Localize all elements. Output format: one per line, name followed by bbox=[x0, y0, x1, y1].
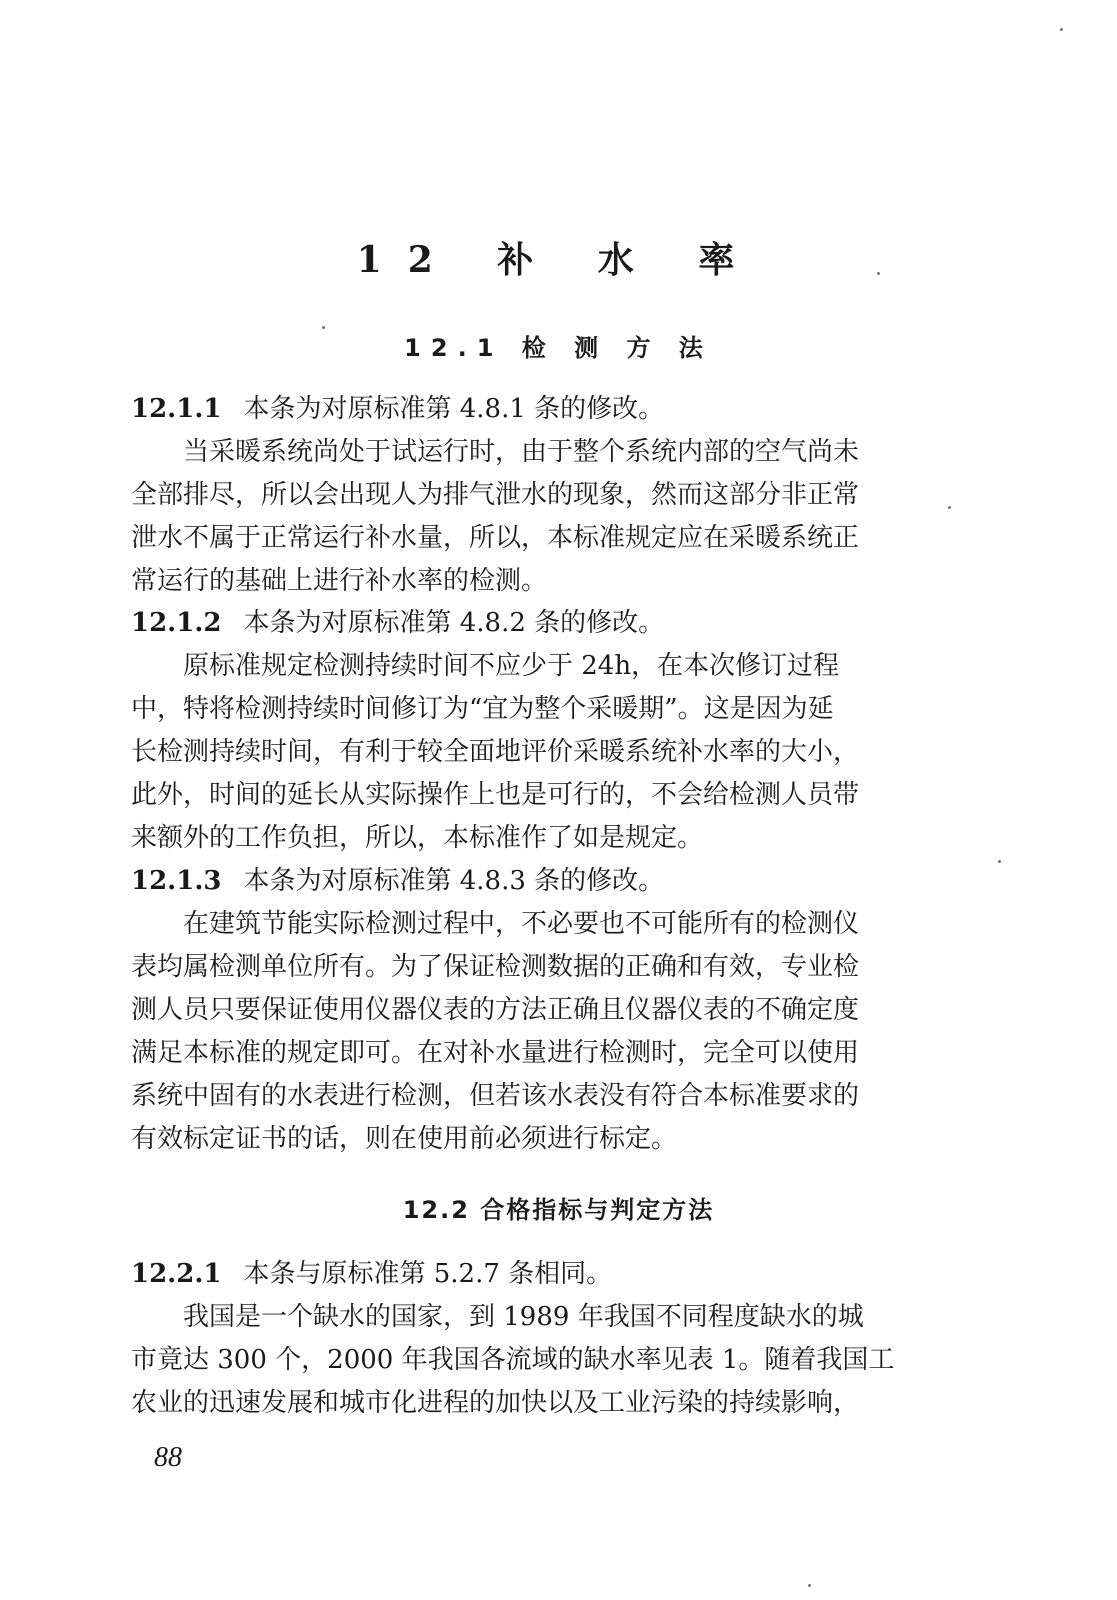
section-title-12-1: 12.1 检 测 方 法 bbox=[404, 334, 713, 362]
paragraph-line: 此外，时间的延长从实际操作上也是可行的，不会给检测人员带 bbox=[131, 780, 860, 810]
paragraph-line: 我国是一个缺水的国家，到 1989 年我国不同程度缺水的城 bbox=[183, 1302, 864, 1332]
scan-speck bbox=[948, 506, 951, 509]
clause-number: 12.1.3 bbox=[131, 866, 222, 896]
clause-number: 12.1.2 bbox=[131, 608, 222, 638]
page-number: 88 bbox=[154, 1442, 182, 1473]
paragraph-line: 泄水不属于正常运行补水量，所以，本标准规定应在采暖系统正 bbox=[131, 523, 860, 553]
paragraph-line: 有效标定证书的话，则在使用前必须进行标定。 bbox=[131, 1124, 678, 1154]
chapter-title: 12 补 水 率 bbox=[356, 239, 761, 281]
scan-speck bbox=[1060, 28, 1063, 31]
paragraph-line: 市竟达 300 个，2000 年我国各流域的缺水率见表 1。随着我国工 bbox=[131, 1345, 895, 1375]
clause-heading: 本条为对原标准第 4.8.1 条的修改。 bbox=[243, 394, 665, 424]
paragraph-line: 常运行的基础上进行补水率的检测。 bbox=[131, 566, 548, 596]
clause-12-1-1 bbox=[131, 392, 937, 426]
paragraph-line: 满足本标准的规定即可。在对补水量进行检测时，完全可以使用 bbox=[131, 1038, 860, 1068]
scan-speck bbox=[877, 272, 880, 275]
paragraph-line: 表均属检测单位所有。为了保证检测数据的正确和有效，专业检 bbox=[131, 952, 860, 982]
paragraph-line: 测人员只要保证使用仪器仪表的方法正确且仪器仪表的不确定度 bbox=[131, 995, 860, 1025]
clause-heading: 本条为对原标准第 4.8.2 条的修改。 bbox=[243, 608, 665, 638]
scan-speck bbox=[808, 1584, 811, 1587]
paragraph-line: 长检测持续时间，有利于较全面地评价采暖系统补水率的大小， bbox=[131, 737, 860, 767]
paragraph-line: 农业的迅速发展和城市化进程的加快以及工业污染的持续影响， bbox=[131, 1388, 860, 1418]
paragraph-line: 来额外的工作负担，所以，本标准作了如是规定。 bbox=[131, 823, 704, 853]
clause-number: 12.1.1 bbox=[131, 394, 222, 424]
clause-12-2-1 bbox=[131, 1257, 937, 1291]
paragraph-line: 中，特将检测持续时间修订为“宜为整个采暖期”。这是因为延 bbox=[131, 694, 834, 724]
paragraph-line: 系统中固有的水表进行检测，但若该水表没有符合本标准要求的 bbox=[131, 1081, 860, 1111]
clause-heading: 本条与原标准第 5.2.7 条相同。 bbox=[243, 1259, 613, 1289]
clause-12-1-2 bbox=[131, 606, 937, 640]
paragraph-line: 全部排尽，所以会出现人为排气泄水的现象，然而这部分非正常 bbox=[131, 480, 860, 510]
scan-speck bbox=[322, 326, 325, 329]
scan-speck bbox=[998, 860, 1001, 863]
paragraph-line: 在建筑节能实际检测过程中，不必要也不可能所有的检测仪 bbox=[183, 909, 860, 939]
section-title-12-2: 12.2 合格指标与判定方法 bbox=[402, 1196, 715, 1224]
paragraph-line: 原标准规定检测持续时间不应少于 24h，在本次修订过程 bbox=[183, 651, 840, 681]
clause-heading: 本条为对原标准第 4.8.3 条的修改。 bbox=[243, 866, 665, 896]
clause-number: 12.2.1 bbox=[131, 1259, 222, 1289]
paragraph-line: 当采暖系统尚处于试运行时，由于整个系统内部的空气尚未 bbox=[183, 437, 860, 467]
clause-12-1-3 bbox=[131, 864, 937, 898]
